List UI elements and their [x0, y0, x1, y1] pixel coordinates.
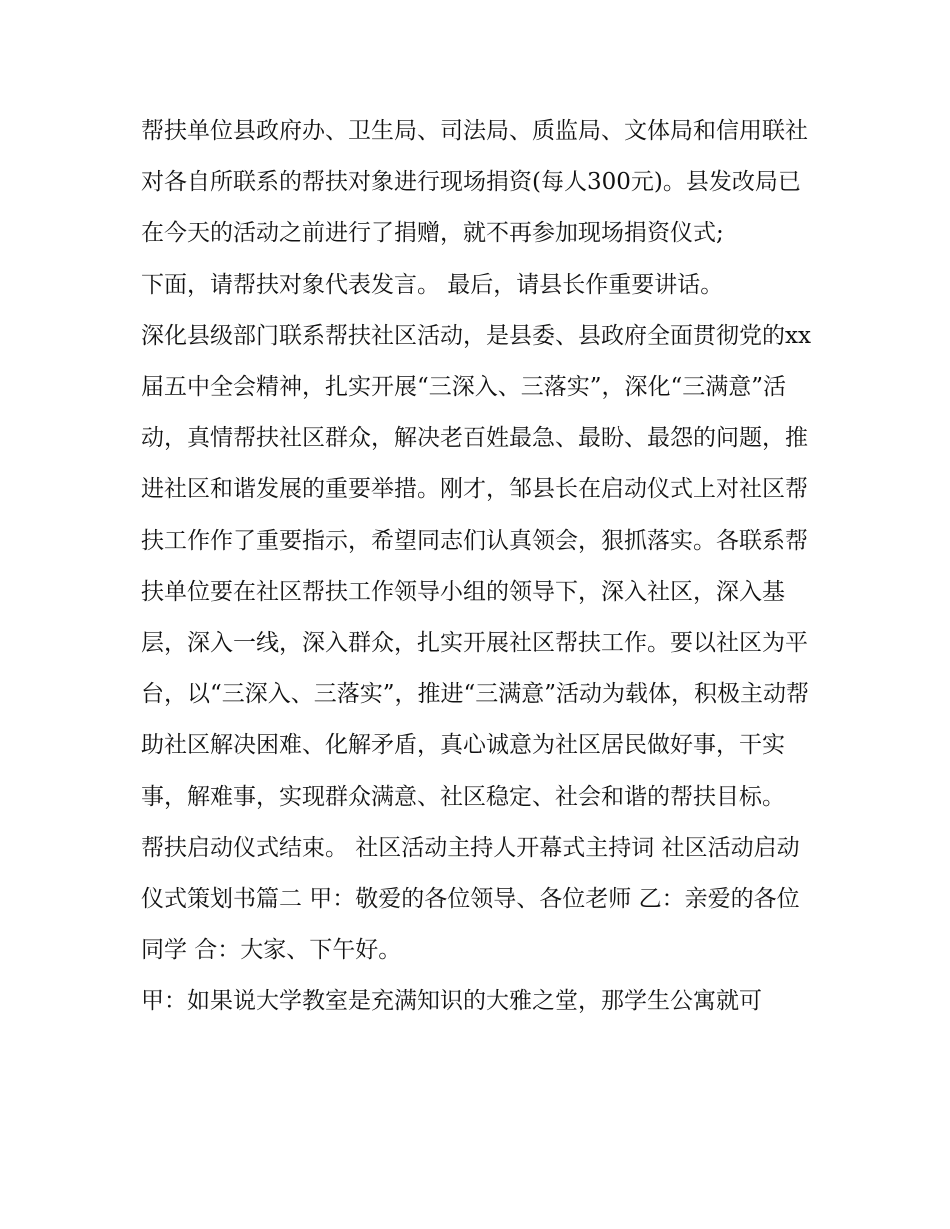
paragraph-donation: 帮扶单位县政府办、卫生局、司法局、质监局、文体局和信用联社对各自所联系的帮扶对象进行现场捐资(每人300元)。县发改局已在今天的活动之前进行了捐赠，就不再参加现场捐资仪式;	[141, 118, 808, 247]
paragraph-speech-order: 下面，请帮扶对象代表发言。 最后，请县长作重要讲话。	[141, 271, 724, 298]
paragraph-ceremony-end: 帮扶启动仪式结束。 社区活动主持人开幕式主持词 社区活动启动仪式策划书篇二 甲：敬爱的各位领导、各位老师 乙：亲爱的各位同学 合：大家、下午好。	[141, 834, 800, 964]
document-body	[141, 106, 813, 1028]
paragraph-opening-line: 甲：如果说大学教室是充满知识的大雅之堂，那学生公寓就可	[141, 988, 762, 1015]
paragraph-main-speech: 深化县级部门联系帮扶社区活动，是县委、县政府全面贯彻党的xx届五中全会精神，扎实开展“三深入、三落实”，深化“三满意”活动，真情帮扶社区群众，解决老百姓最急、最盼、最怨的问题，推进社区和谐发展的重要举措。刚才，邹县长在启动仪式上对社区帮扶工作作了重要指示，希望同志们认真领会，狠抓落实。各联系帮扶单位要在社区帮扶工作领导小组的领导下，深入社区，深入基层，深入一线，深入群众，扎实开展社区帮扶工作。要以社区为平台，以“三深入、三落实”，推进“三满意”活动为载体，积极主动帮助社区解决困难、化解矛盾，真心诚意为社区居民做好事，干实事，解难事，实现群众满意、社区稳定、社会和谐的帮扶目标。	[141, 322, 811, 810]
